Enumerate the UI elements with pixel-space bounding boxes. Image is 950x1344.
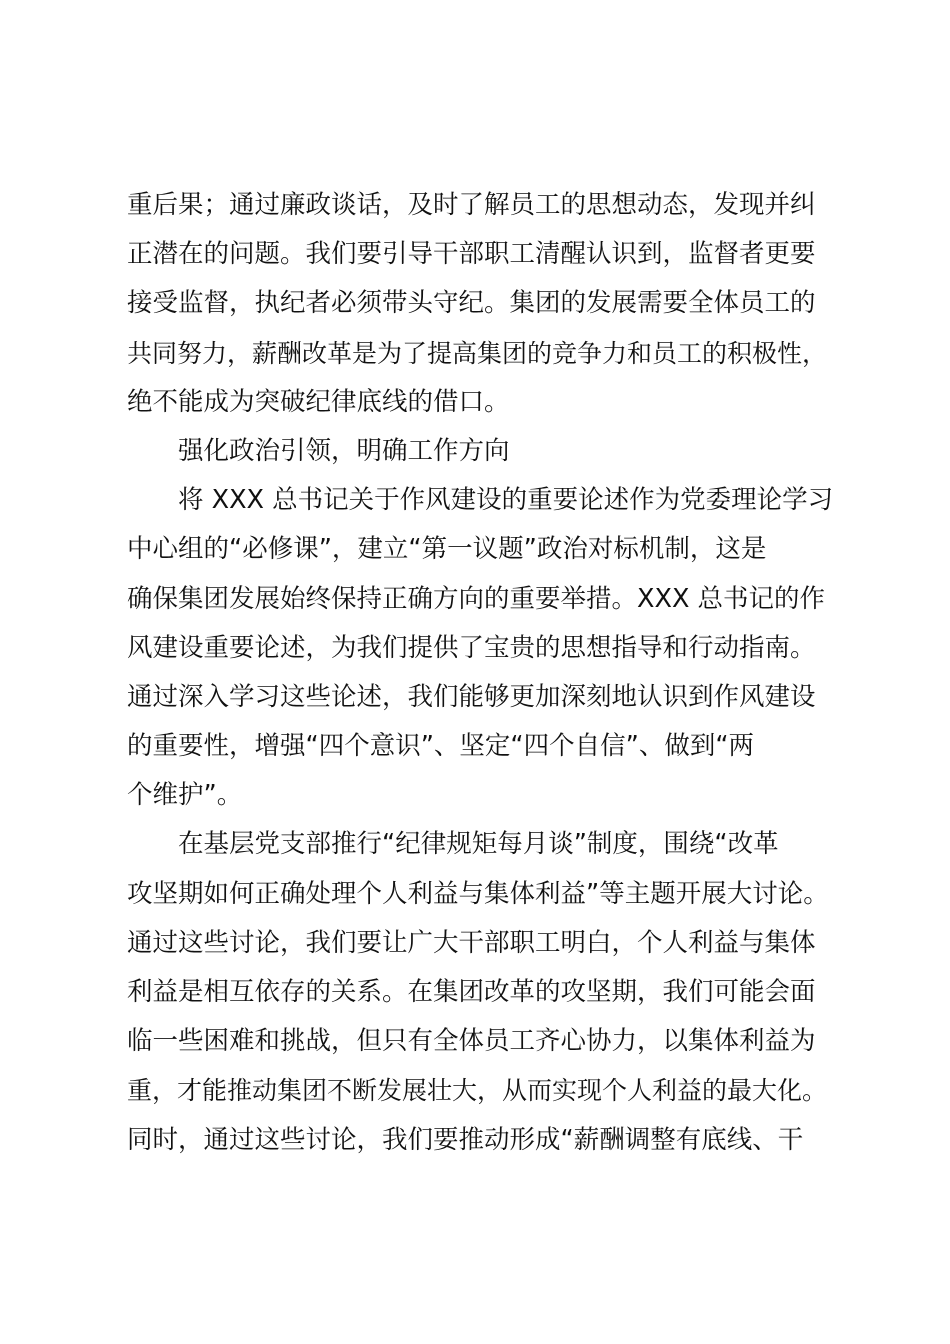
- text-line: 在基层党支部推行“纪律规矩每月谈”制度，围绕“改革: [178, 829, 779, 860]
- text-line: 绝不能成为突破纪律底线的借口。: [127, 386, 510, 417]
- document-body: [127, 181, 839, 1165]
- text-line: 正潜在的问题。我们要引导干部职工清醒认识到，监督者更要: [127, 239, 816, 270]
- text-line: 重后果；通过廉政谈话，及时了解员工的思想动态，发现并纠: [127, 190, 816, 220]
- text-line: 将 XXX 总书记关于作风建设的重要论述作为党委理论学习: [178, 485, 834, 516]
- section-heading: 强化政治引领，明确工作方向: [178, 435, 510, 466]
- text-line: 的重要性，增强“四个意识”、坚定“四个自信”、做到“两: [127, 731, 755, 762]
- text-line: 通过这些讨论，我们要让广大干部职工明白，个人利益与集体: [127, 927, 816, 958]
- text-line: 临一些困难和挑战，但只有全体员工齐心协力，以集体利益为: [127, 1026, 816, 1057]
- text-line: 共同努力，薪酬改革是为了提高集团的竞争力和员工的积极性，: [127, 338, 828, 368]
- text-line: 中心组的“必修课”，建立“第一议题”政治对标机制，这是: [127, 534, 767, 565]
- text-line: 同时，通过这些讨论，我们要推动形成“薪酬调整有底线、干: [127, 1124, 804, 1155]
- text-line: 攻坚期如何正确处理个人利益与集体利益”等主题开展大讨论。: [127, 878, 829, 909]
- text-line: 接受监督，执纪者必须带头守纪。集团的发展需要全体员工的: [127, 288, 816, 319]
- text-line: 重，才能推动集团不断发展壮大，从而实现个人利益的最大化。: [127, 1076, 828, 1106]
- text-line: 通过深入学习这些论述，我们能够更加深刻地认识到作风建设: [127, 681, 816, 712]
- text-line: 风建设重要论述，为我们提供了宝贵的思想指导和行动指南。: [127, 632, 816, 663]
- text-line: 利益是相互依存的关系。在集团改革的攻坚期，我们可能会面: [127, 977, 816, 1007]
- text-line: 确保集团发展始终保持正确方向的重要举措。XXX 总书记的作: [127, 583, 826, 614]
- text-line: 个维护”。: [127, 780, 243, 811]
